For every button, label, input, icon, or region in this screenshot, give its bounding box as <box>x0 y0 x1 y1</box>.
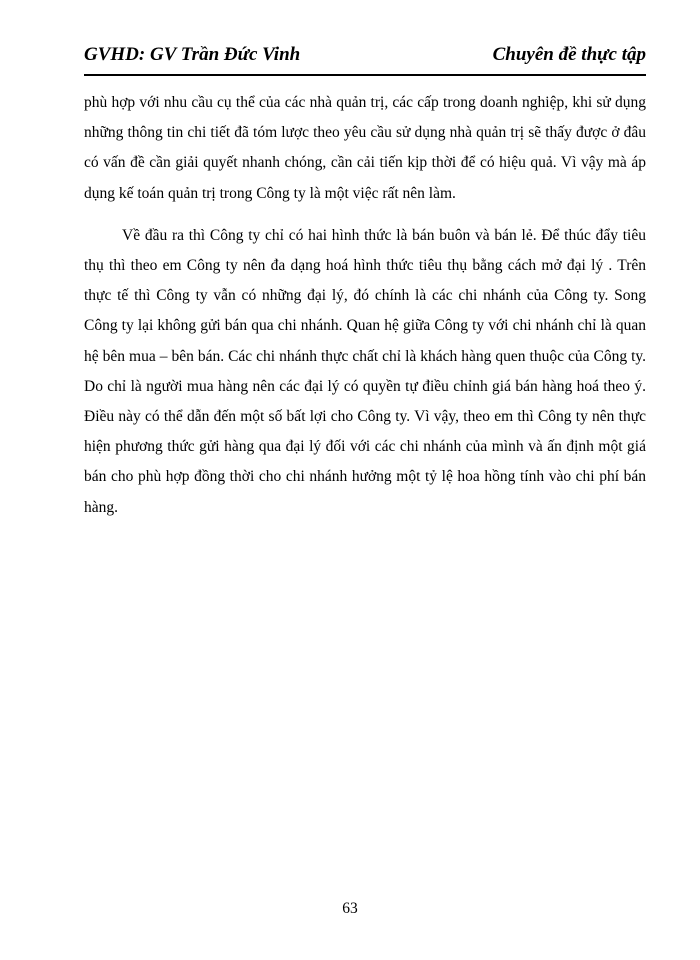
header-supervisor: GVHD: GV Trần Đức Vinh <box>84 44 301 65</box>
page-header <box>84 44 646 70</box>
header-title: Chuyên đề thực tập <box>492 44 646 65</box>
header-divider <box>84 74 646 76</box>
page-number: 63 <box>342 900 358 917</box>
paragraph-continuation: phù hợp với nhu cầu cụ thể của các nhà quản trị, các cấp trong doanh nghiệp, khi sử dụng những thông tin chi tiết đã tóm lược theo yêu cầu sử dụng nhà quản trị sẽ thấy được ở đâu có vấn đề cần giải quyết nhanh chóng, cần cải tiến kịp thời để có hiệu quả. Vì vậy mà áp dụng kế toán quản trị trong Công ty là một việc rất nên làm. <box>84 94 646 202</box>
document-body <box>84 88 646 523</box>
paragraph-sales-channels: Về đầu ra thì Công ty chỉ có hai hình thức là bán buôn và bán lẻ. Để thúc đẩy tiêu thụ thì theo em Công ty nên đa dạng hoá hình thức tiêu thụ bằng cách mở đại lý . Trên thực tế thì Công ty vẫn có những đại lý, đó chính là các chi nhánh của Công ty. Song Công ty lại không gửi bán qua chi nhánh. Quan hệ giữa Công ty với chi nhánh chỉ là quan hệ bên mua – bên bán. Các chi nhánh thực chất chỉ là khách hàng quen thuộc của Công ty. Do chỉ là người mua hàng nên các đại lý có quyền tự điều chỉnh giá bán hàng hoá theo ý. Điều này có thể dẫn đến một số bất lợi cho Công ty. Vì vậy, theo em thì Công ty nên thực hiện phương thức gửi hàng qua đại lý đối với các chi nhánh của mình và ấn định một giá bán cho phù hợp đồng thời cho chi nhánh hưởng một tỷ lệ hoa hồng tính vào chi phí bán hàng. <box>84 226 646 516</box>
